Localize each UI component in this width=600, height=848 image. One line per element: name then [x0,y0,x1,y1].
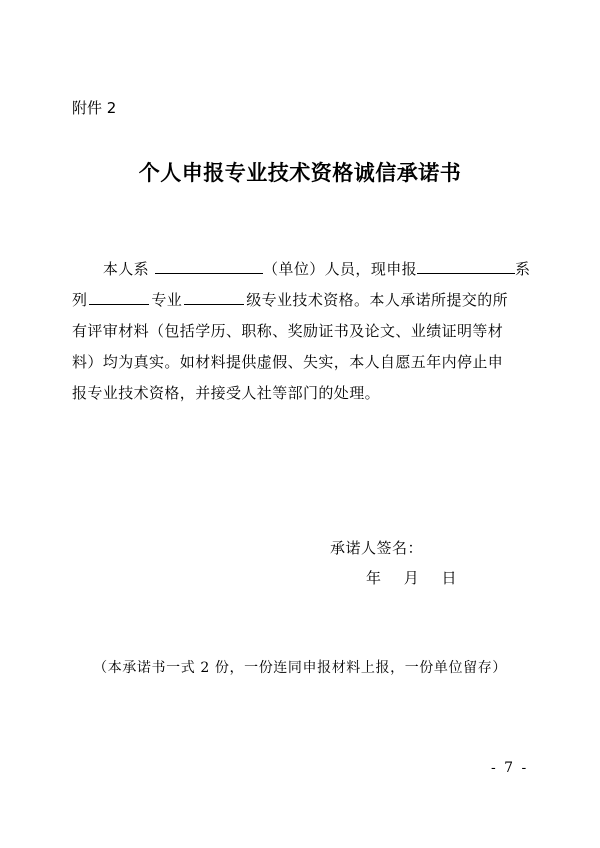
body-text: 专业 [151,291,183,309]
body-line-5: 报专业技术资格，并接受人社等部门的处理。 [72,384,381,402]
unit-blank [155,257,263,274]
body-line-2 [72,285,526,316]
body-line-1 [72,254,531,285]
page-number: - 7 - [491,760,529,776]
body-line-4: 料）均为真实。如材料提供虚假、失实，本人自愿五年内停止申 [72,353,504,371]
body-text: 系 [515,260,531,278]
body-text: （单位）人员，现申报 [263,260,418,278]
attachment-label: 附件 2 [72,99,117,117]
pledge-body [72,254,531,409]
level-blank [184,288,244,305]
body-text: 级专业技术资格。本人承诺所提交的所 [246,291,509,309]
signature-label: 承诺人签名： [330,539,424,557]
specialty-blank [89,288,149,305]
body-text: 本人系 [102,260,150,278]
document-title: 个人申报专业技术资格诚信承诺书 [138,160,462,185]
body-line-3: 有评审材料（包括学历、职称、奖励证书及论文、业绩证明等材 [72,322,504,340]
series-blank [417,257,515,274]
body-text: 列 [72,291,88,309]
date-label: 年 月 日 [366,569,457,587]
copies-note: （本承诺书一式 2 份，一份连同申报材料上报，一份单位留存） [93,660,507,676]
